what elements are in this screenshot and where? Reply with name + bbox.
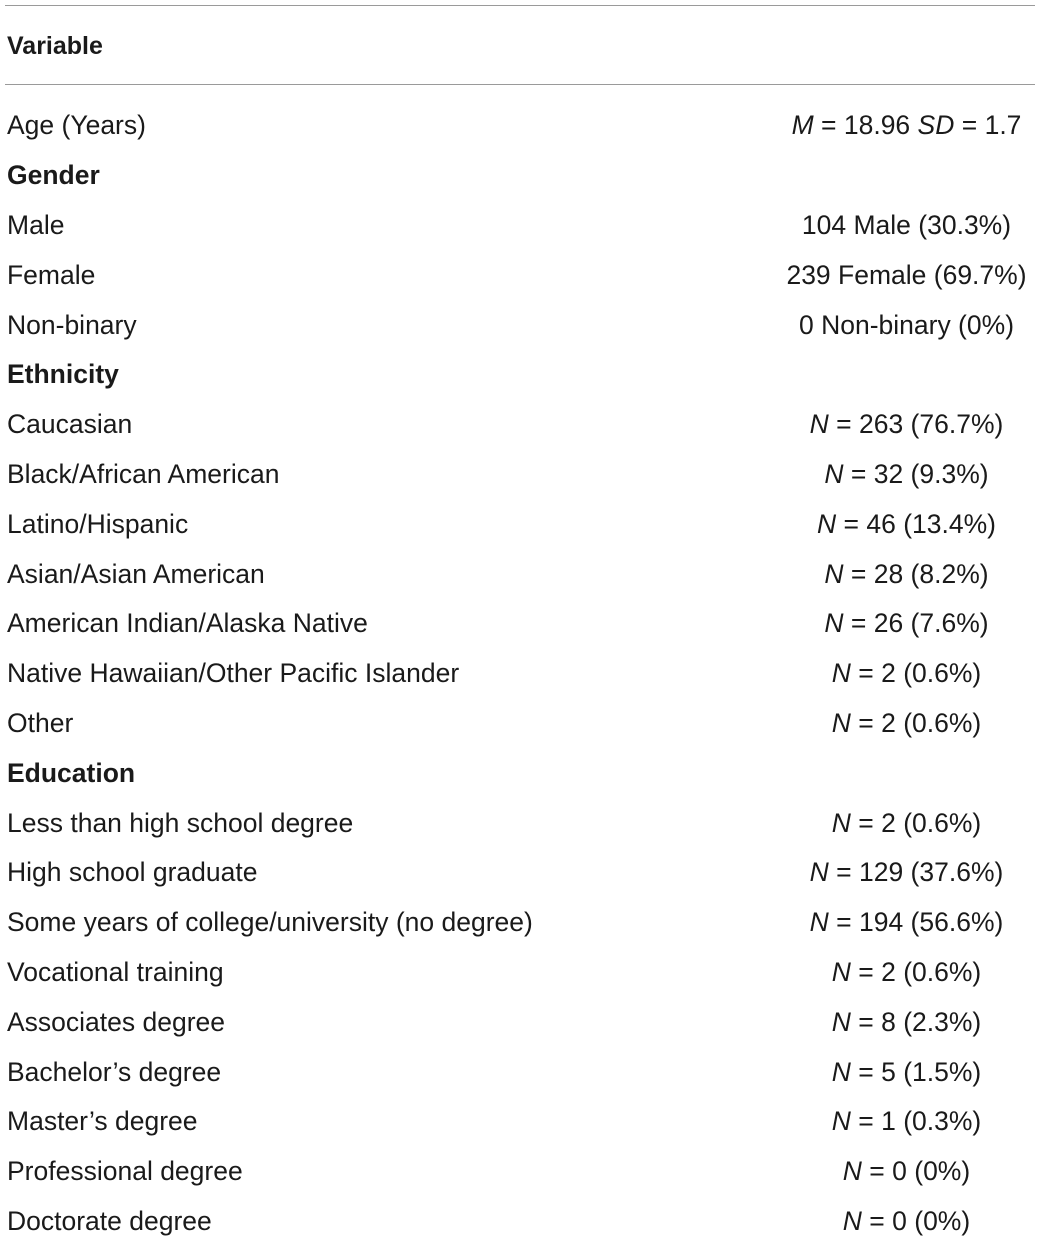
row-label: Vocational training xyxy=(7,956,224,987)
table-row xyxy=(0,1097,1040,1147)
value-text: 0 Non-binary (0%) xyxy=(798,309,1015,340)
value-symbol: N xyxy=(809,409,829,440)
row-value xyxy=(780,857,1033,888)
value-text: = 5 (1.5%) xyxy=(850,1056,982,1087)
table-row xyxy=(0,649,1040,699)
section-header-row xyxy=(0,350,1040,400)
table-row xyxy=(0,201,1040,251)
value-text: = 2 (0.6%) xyxy=(850,707,982,738)
row-label: Bachelor’s degree xyxy=(7,1056,222,1087)
row-value xyxy=(780,808,1033,839)
row-label: Black/African American xyxy=(7,458,280,489)
row-value xyxy=(780,1007,1033,1038)
row-value xyxy=(780,907,1033,938)
header-rule xyxy=(5,84,1035,85)
table-row xyxy=(0,997,1040,1047)
value-symbol: N xyxy=(809,907,829,938)
table-row xyxy=(0,699,1040,749)
row-value xyxy=(780,708,1033,739)
row-label: Latino/Hispanic xyxy=(7,508,189,539)
value-text: = 129 (37.6%) xyxy=(828,857,1004,888)
row-value xyxy=(780,509,1033,540)
value-symbol: N xyxy=(809,857,829,888)
row-value xyxy=(780,608,1033,639)
row-label: Non-binary xyxy=(7,309,137,340)
value-text: 104 Male (30.3%) xyxy=(801,209,1012,240)
value-symbol: N xyxy=(831,1106,851,1137)
section-label: Ethnicity xyxy=(7,359,119,390)
table-row xyxy=(0,1047,1040,1097)
value-symbol: N xyxy=(824,558,844,589)
row-label: Asian/Asian American xyxy=(7,558,265,589)
row-label: Doctorate degree xyxy=(7,1205,212,1236)
value-text: = 46 (13.4%) xyxy=(836,508,996,539)
row-label: Professional degree xyxy=(7,1156,243,1187)
table-row xyxy=(0,1147,1040,1197)
row-label: Other xyxy=(7,707,74,738)
row-value xyxy=(780,110,1033,141)
table-row xyxy=(0,300,1040,350)
row-label: Master’s degree xyxy=(7,1106,198,1137)
value-symbol: N xyxy=(831,1006,851,1037)
value-symbol: N xyxy=(824,458,844,489)
table-row xyxy=(0,250,1040,300)
row-value xyxy=(780,459,1033,490)
table-row xyxy=(0,599,1040,649)
value-symbol: N xyxy=(831,658,851,689)
value-text: = 263 (76.7%) xyxy=(828,409,1004,440)
value-text: = 0 (0%) xyxy=(861,1205,971,1236)
value-text: 239 Female (69.7%) xyxy=(786,259,1027,290)
table-row xyxy=(0,898,1040,948)
table-row xyxy=(0,948,1040,998)
row-value xyxy=(780,210,1033,241)
row-label: Some years of college/university (no degree) xyxy=(7,907,533,938)
row-label: Less than high school degree xyxy=(7,807,354,838)
section-label: Gender xyxy=(7,160,100,191)
row-value xyxy=(780,658,1033,689)
table-row xyxy=(0,848,1040,898)
row-value xyxy=(780,260,1033,291)
section-header-row xyxy=(0,748,1040,798)
row-value xyxy=(780,559,1033,590)
row-value xyxy=(780,1106,1033,1137)
column-header-variable: Variable xyxy=(7,32,103,60)
section-header-row xyxy=(0,151,1040,201)
row-value xyxy=(780,310,1033,341)
table-row xyxy=(0,798,1040,848)
row-value xyxy=(780,1057,1033,1088)
row-value xyxy=(780,409,1033,440)
value-text: = 26 (7.6%) xyxy=(843,608,989,639)
value-text: = 32 (9.3%) xyxy=(843,458,989,489)
value-symbol: M xyxy=(791,110,814,141)
value-text: = 194 (56.6%) xyxy=(828,907,1004,938)
value-text: = 1 (0.3%) xyxy=(850,1106,982,1137)
value-symbol: N xyxy=(831,1056,851,1087)
value-text: = 0 (0%) xyxy=(861,1156,971,1187)
value-symbol: SD xyxy=(917,110,955,141)
table-row xyxy=(0,499,1040,549)
row-value xyxy=(780,1206,1033,1237)
row-label: Associates degree xyxy=(7,1006,226,1037)
value-text: = 2 (0.6%) xyxy=(850,956,982,987)
row-label: Caucasian xyxy=(7,409,133,440)
table-row xyxy=(0,101,1040,151)
value-symbol: N xyxy=(831,707,851,738)
row-value xyxy=(780,1156,1033,1187)
value-symbol: N xyxy=(842,1205,862,1236)
value-symbol: N xyxy=(842,1156,862,1187)
table-row xyxy=(0,1197,1040,1246)
value-symbol: N xyxy=(817,508,837,539)
row-label: American Indian/Alaska Native xyxy=(7,608,368,639)
value-text: = 8 (2.3%) xyxy=(850,1006,982,1037)
table-row xyxy=(0,450,1040,500)
table-row xyxy=(0,549,1040,599)
value-symbol: N xyxy=(831,807,851,838)
value-text: = 1.7 xyxy=(954,110,1022,141)
table-body xyxy=(0,101,1040,1246)
value-text: = 2 (0.6%) xyxy=(850,658,982,689)
row-label: Female xyxy=(7,259,96,290)
row-label: Age (Years) xyxy=(7,110,146,141)
section-label: Education xyxy=(7,757,136,788)
row-label: Native Hawaiian/Other Pacific Islander xyxy=(7,658,460,689)
row-value xyxy=(780,957,1033,988)
row-label: Male xyxy=(7,209,65,240)
value-symbol: N xyxy=(824,608,844,639)
value-symbol: N xyxy=(831,956,851,987)
value-text: = 2 (0.6%) xyxy=(850,807,982,838)
value-text: = 28 (8.2%) xyxy=(843,558,989,589)
value-text: = 18.96 xyxy=(813,110,918,141)
top-rule xyxy=(5,5,1035,6)
row-label: High school graduate xyxy=(7,857,258,888)
table-row xyxy=(0,400,1040,450)
